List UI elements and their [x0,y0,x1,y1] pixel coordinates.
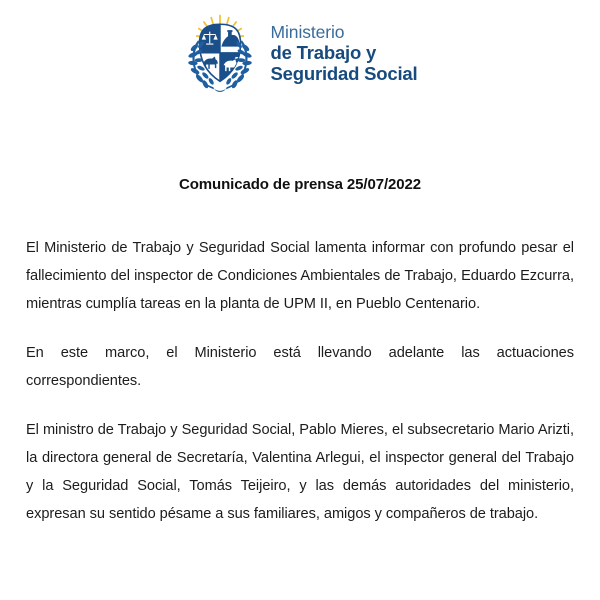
body-paragraph: El ministro de Trabajo y Seguridad Social, Pablo Mieres, el subsecretario Mario Arizti, la directora general de Secretaría, Valentina Arlegui, el inspector general del Trabajo y la Seguridad Social, Tomás Teijeiro, y las demás autoridades del ministerio, expresan su sentido pésame a sus familiares, amigos y compañeros de trabajo. [26,422,574,522]
wordmark-line-ministerio: Ministerio [270,22,345,43]
ministry-wordmark [271,23,418,86]
wordmark-line-seguridad-social: Seguridad Social [270,62,418,84]
uruguay-coat-of-arms-icon [183,14,257,96]
shield-icon [199,24,240,81]
wordmark-line-de-trabajo-y: de Trabajo y [270,42,377,64]
document-header [0,0,600,96]
press-release-body [26,234,574,528]
body-paragraph: En este marco, el Ministerio está llevando adelante las actuaciones correspondientes. [26,345,574,389]
body-paragraph: El Ministerio de Trabajo y Seguridad Social lamenta informar con profundo pesar el fallecimiento del inspector de Condiciones Ambientales de Trabajo, Eduardo Ezcurra, mientras cumplía tareas en la planta de UPM II, en Pueblo Centenario. [26,240,574,312]
page-title: Comunicado de prensa 25/07/2022 [178,176,421,193]
